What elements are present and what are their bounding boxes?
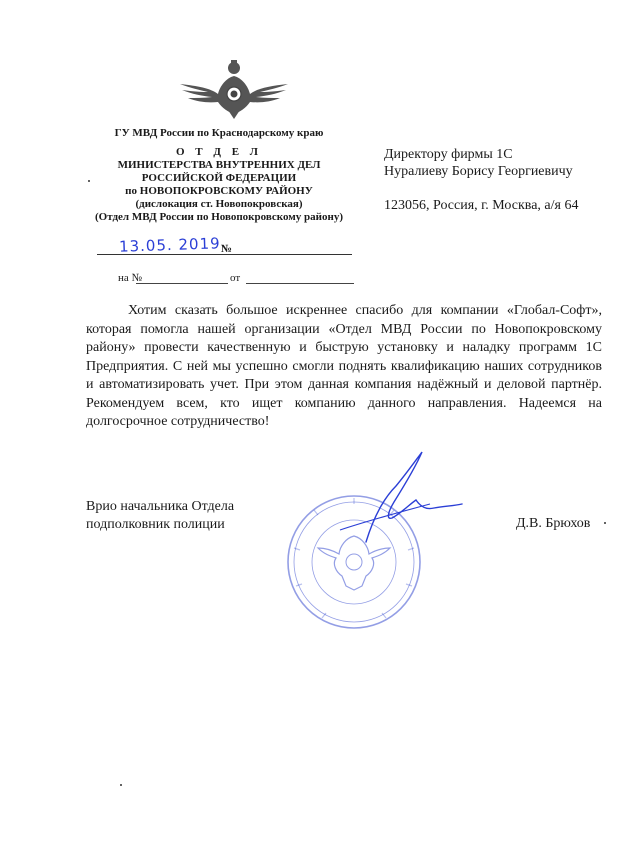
recipient-address: 123056, Россия, г. Москва, а/я 64 — [384, 198, 579, 213]
date-underline — [97, 254, 352, 255]
federation-line: РОССИЙСКОЙ ФЕДЕРАЦИИ — [141, 172, 297, 184]
ref-number-label: на № — [118, 272, 143, 284]
handwritten-date: 13.05. 2019 — [118, 234, 221, 256]
handwritten-signature-icon — [330, 446, 470, 546]
reference-line — [118, 272, 354, 286]
ref-number-underline — [136, 283, 228, 284]
location-line: (дислокация ст. Новопокровская) — [135, 198, 303, 210]
ministry-line: МИНИСТЕРСТВА ВНУТРЕННИХ ДЕЛ — [117, 159, 321, 171]
recipient-line-2: Нуралиеву Борису Георгиевичу — [384, 164, 573, 179]
scan-dot — [120, 784, 122, 786]
outgoing-date-line — [97, 234, 352, 261]
ref-from-label: от — [230, 272, 241, 284]
letter-body: Хотим сказать большое искреннее спасибо для компании «Глобал-Софт», которая помогла нашей организации «Отдел МВД России по Новопокровскому району» провести качественную и быструю установку и наладку программ 1С Предприятия. С ней мы успешно смогли поднять квалификацию наших сотрудников и автоматизировать учет. При этом данная компания надёжный и деловой партнёр. Рекомендуем всем, кто ищет компанию данного направления. Надеемся на долгосрочное сотрудничество! — [86, 303, 602, 429]
ref-from-underline — [246, 283, 354, 284]
org-top-line: ГУ МВД России по Краснодарскому краю — [114, 127, 324, 139]
recipient-line-1: Директору фирмы 1С — [384, 147, 513, 162]
recipient-block — [384, 146, 614, 214]
number-label: № — [221, 243, 233, 255]
signatory-name: Д.В. Брюхов — [516, 516, 591, 531]
scan-dot — [88, 180, 90, 182]
signatory-title — [86, 498, 234, 534]
signatory-rank: подполковник полиции — [86, 517, 225, 532]
signatory-position: Врио начальника Отдела — [86, 499, 235, 514]
short-name-line: (Отдел МВД России по Новопокровскому району) — [95, 211, 343, 223]
district-line: по НОВОПОКРОВСКОМУ РАЙОНУ — [125, 185, 313, 197]
dept-word: О Т Д Е Л — [176, 146, 262, 158]
double-headed-eagle-emblem-icon — [178, 58, 290, 120]
scan-dot — [604, 522, 606, 524]
